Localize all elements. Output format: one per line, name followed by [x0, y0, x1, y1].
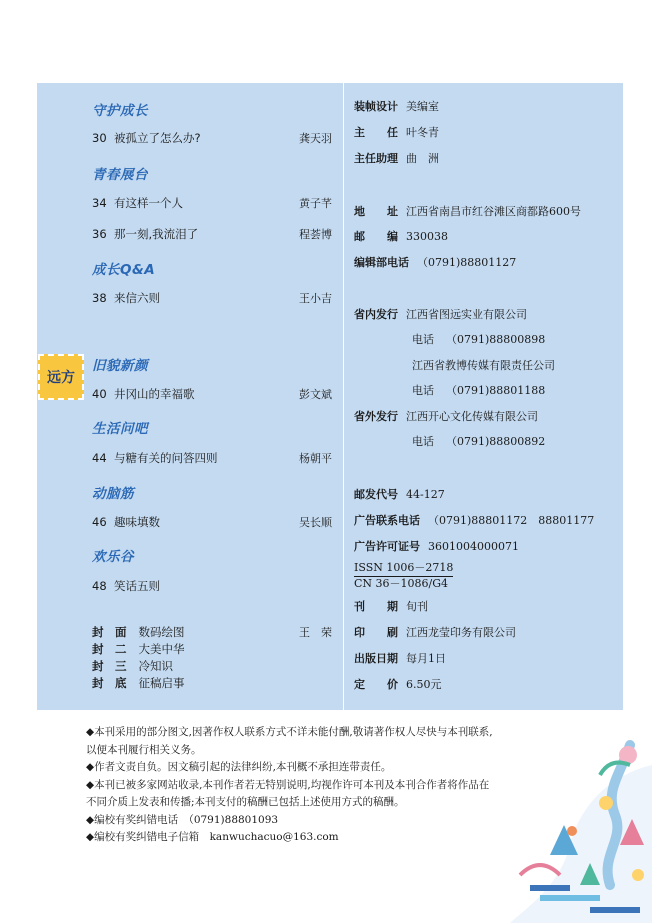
info-domestic-phone: 电话 （0791)88800898 — [412, 333, 546, 346]
toc-author: 彭文斌 — [299, 388, 332, 401]
toc-page-number: 34 — [92, 196, 107, 210]
toc-title: 被孤立了怎么办? — [114, 131, 201, 145]
toc-author: 杨朝平 — [299, 452, 332, 465]
note-line: ◆编校有奖纠错电子信箱 kanwuchacuo@163.com — [86, 831, 339, 843]
note-line: 不同介质上发表和传播;本刊支付的稿酬已包括上述使用方式的稿酬。 — [86, 796, 405, 808]
toc-item[interactable] — [92, 130, 332, 146]
info-external-phone: 电话 （0791)88800892 — [412, 435, 546, 448]
note-line: ◆编校有奖纠错电话 （0791)88801093 — [86, 813, 279, 826]
toc-page-number: 48 — [92, 579, 107, 593]
note-line: ◆作者文责自负。因文稿引起的法律纠纷,本刊概不承担连带责任。 — [86, 761, 392, 773]
toc-item[interactable] — [92, 226, 332, 242]
info-printer: 印 刷 江西龙莹印务有限公司 — [354, 626, 516, 639]
toc-page-number: 44 — [92, 451, 107, 465]
section-title: 成长Q&A — [92, 262, 156, 278]
toc-page-number: 46 — [92, 515, 107, 529]
toc-item[interactable] — [92, 195, 332, 211]
info-editor: 主 任 叶冬青 — [354, 126, 439, 139]
yuanfang-tag: 远方 — [38, 354, 84, 400]
cover-value: 冷知识 — [138, 659, 173, 673]
toc-title: 井冈山的幸福歌 — [114, 387, 195, 401]
info-ad-license: 广告许可证号 3601004000071 — [354, 540, 519, 553]
section-title: 动脑筋 — [92, 486, 134, 502]
info-price: 定 价 6.50元 — [354, 678, 442, 691]
cover-value: 大美中华 — [138, 642, 185, 656]
cover-value: 数码绘图 — [138, 625, 185, 639]
info-pub-date: 出版日期 每月1日 — [354, 652, 446, 665]
note-line: 以便本刊履行相关义务。 — [86, 743, 202, 756]
toc-author: 王小吉 — [299, 292, 332, 305]
toc-author: 吴长顺 — [299, 516, 332, 529]
cover-item — [92, 658, 332, 674]
toc-item[interactable] — [92, 386, 332, 402]
cover-label: 封 面 — [92, 625, 127, 639]
info-postcode: 邮 编 330038 — [354, 230, 448, 243]
info-assistant: 主任助理 曲 洲 — [354, 152, 439, 165]
cover-item — [92, 641, 332, 657]
info-domestic: 省内发行 江西省图远实业有限公司 — [354, 308, 527, 321]
info-design: 装帧设计 美编室 — [354, 100, 439, 113]
cover-value: 征稿启事 — [138, 676, 185, 690]
toc-item[interactable] — [92, 450, 332, 466]
issn-number: ISSN 1006－2718 — [354, 561, 453, 577]
info-address: 地 址 江西省南昌市红谷滩区商都路600号 — [354, 205, 581, 218]
toc-title: 趣味填数 — [114, 515, 160, 529]
toc-title: 笑话五则 — [114, 579, 160, 593]
toc-author: 程荟博 — [299, 228, 332, 241]
section-title: 欢乐谷 — [92, 549, 134, 565]
info-postal-code: 邮发代号 44-127 — [354, 488, 445, 501]
toc-title: 有这样一个人 — [114, 196, 183, 210]
section-title: 生活问吧 — [92, 421, 148, 437]
cn-number: CN 36－1086/G4 — [354, 577, 449, 590]
toc-page-number: 40 — [92, 387, 107, 401]
decorative-illustration — [510, 735, 652, 923]
cover-item — [92, 624, 332, 640]
cover-author: 王 荣 — [299, 626, 332, 639]
info-period: 刊 期 旬刊 — [354, 600, 428, 613]
notes-block — [86, 724, 566, 847]
toc-page-number: 38 — [92, 291, 107, 305]
cover-label: 封 二 — [92, 642, 127, 656]
toc-author: 龚天羽 — [299, 132, 332, 145]
column-divider — [343, 83, 344, 710]
cover-label: 封 三 — [92, 659, 127, 673]
toc-title: 与糖有关的问答四则 — [114, 451, 218, 465]
note-line: ◆本刊采用的部分图文,因著作权人联系方式不详未能付酬,敬请著作权人尽快与本刊联系, — [86, 726, 493, 738]
toc-title: 那一刻,我流泪了 — [114, 227, 199, 241]
info-external: 省外发行 江西开心文化传媒有限公司 — [354, 410, 538, 423]
toc-item[interactable] — [92, 514, 332, 530]
cover-item — [92, 675, 332, 691]
toc-title: 来信六则 — [114, 291, 160, 305]
info-editorial-phone: 编辑部电话 （0791)88801127 — [354, 256, 517, 269]
cover-label: 封 底 — [92, 676, 127, 690]
note-line: ◆本刊已被多家网站收录,本刊作者若无特别说明,均视作许可本刊及本刊合作者将作品在 — [86, 778, 490, 791]
section-title: 青春展台 — [92, 167, 148, 183]
toc-item[interactable] — [92, 578, 332, 594]
section-title: 守护成长 — [92, 103, 148, 119]
info-domestic-phone: 电话 （0791)88801188 — [412, 384, 546, 397]
issn-block — [354, 561, 453, 591]
section-title: 旧貌新颜 — [92, 358, 148, 374]
toc-page-number: 36 — [92, 227, 107, 241]
toc-page-number: 30 — [92, 131, 107, 145]
info-domestic-company: 江西省教博传媒有限责任公司 — [412, 359, 555, 372]
info-ad-phone: 广告联系电话 （0791)88801172 88801177 — [354, 514, 595, 527]
toc-item[interactable] — [92, 290, 332, 306]
toc-author: 黄子芊 — [299, 197, 332, 210]
